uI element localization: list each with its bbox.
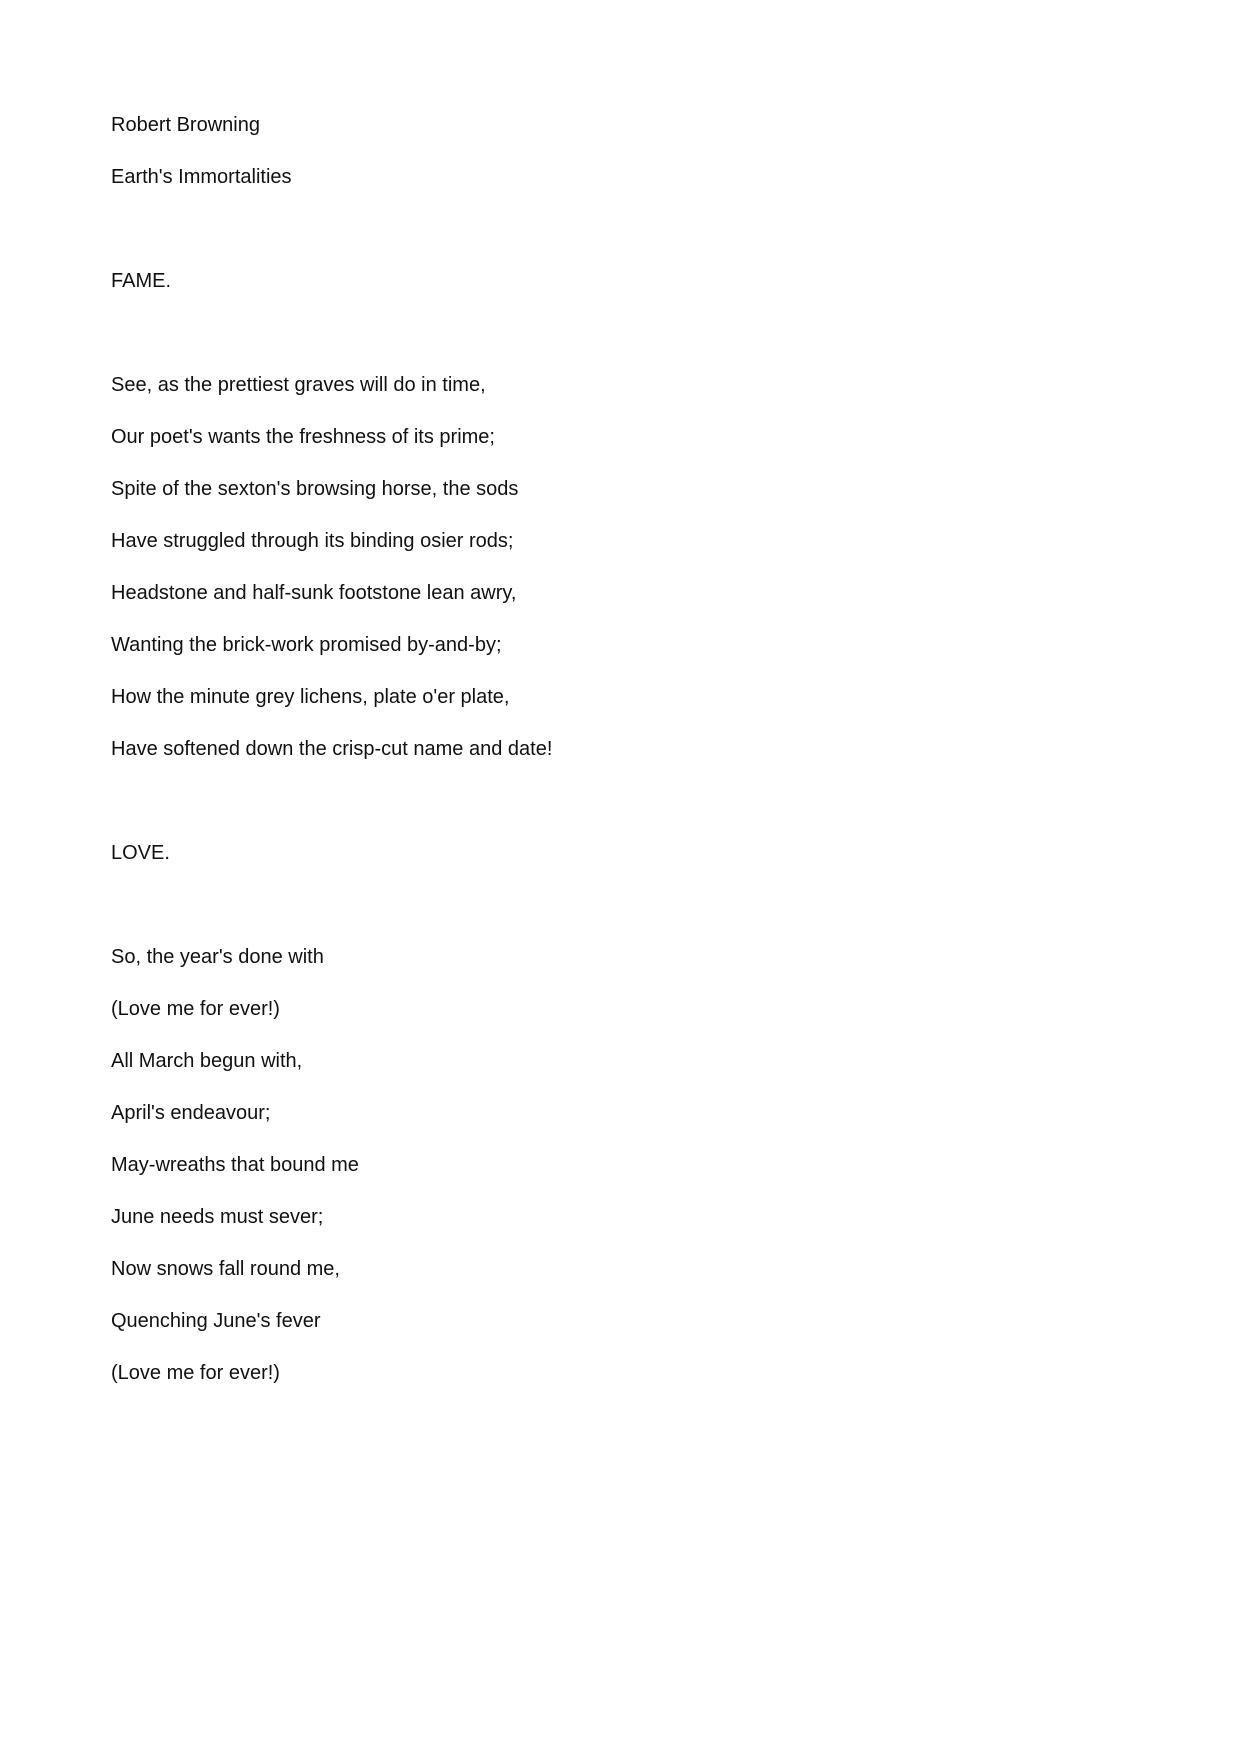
poem-line: (Love me for ever!) bbox=[111, 1362, 280, 1384]
poem-line: See, as the prettiest graves will do in time, bbox=[111, 374, 486, 396]
poem-line: (Love me for ever!) bbox=[111, 998, 280, 1020]
poem-line: April's endeavour; bbox=[111, 1102, 271, 1124]
poem-line: May-wreaths that bound me bbox=[111, 1154, 359, 1176]
poem-line: Have softened down the crisp-cut name and date! bbox=[111, 738, 553, 760]
poem-line: How the minute grey lichens, plate o'er plate, bbox=[111, 686, 510, 708]
poem-line: Have struggled through its binding osier rods; bbox=[111, 530, 514, 552]
poem-line: All March begun with, bbox=[111, 1050, 303, 1072]
poem-line: Quenching June's fever bbox=[111, 1310, 321, 1332]
author-name: Robert Browning bbox=[111, 114, 260, 136]
section-heading-love: LOVE. bbox=[111, 842, 170, 864]
poem-line: Our poet's wants the freshness of its prime; bbox=[111, 426, 495, 448]
poem-line: June needs must sever; bbox=[111, 1206, 324, 1228]
poem-line: Spite of the sexton's browsing horse, the sods bbox=[111, 478, 519, 500]
section-heading-fame: FAME. bbox=[111, 270, 172, 292]
poem-line: Wanting the brick-work promised by-and-by; bbox=[111, 634, 502, 656]
poem-line: Headstone and half-sunk footstone lean awry, bbox=[111, 582, 517, 604]
poem-line: So, the year's done with bbox=[111, 946, 324, 968]
poem-title: Earth's Immortalities bbox=[111, 166, 292, 188]
poem-line: Now snows fall round me, bbox=[111, 1258, 340, 1280]
